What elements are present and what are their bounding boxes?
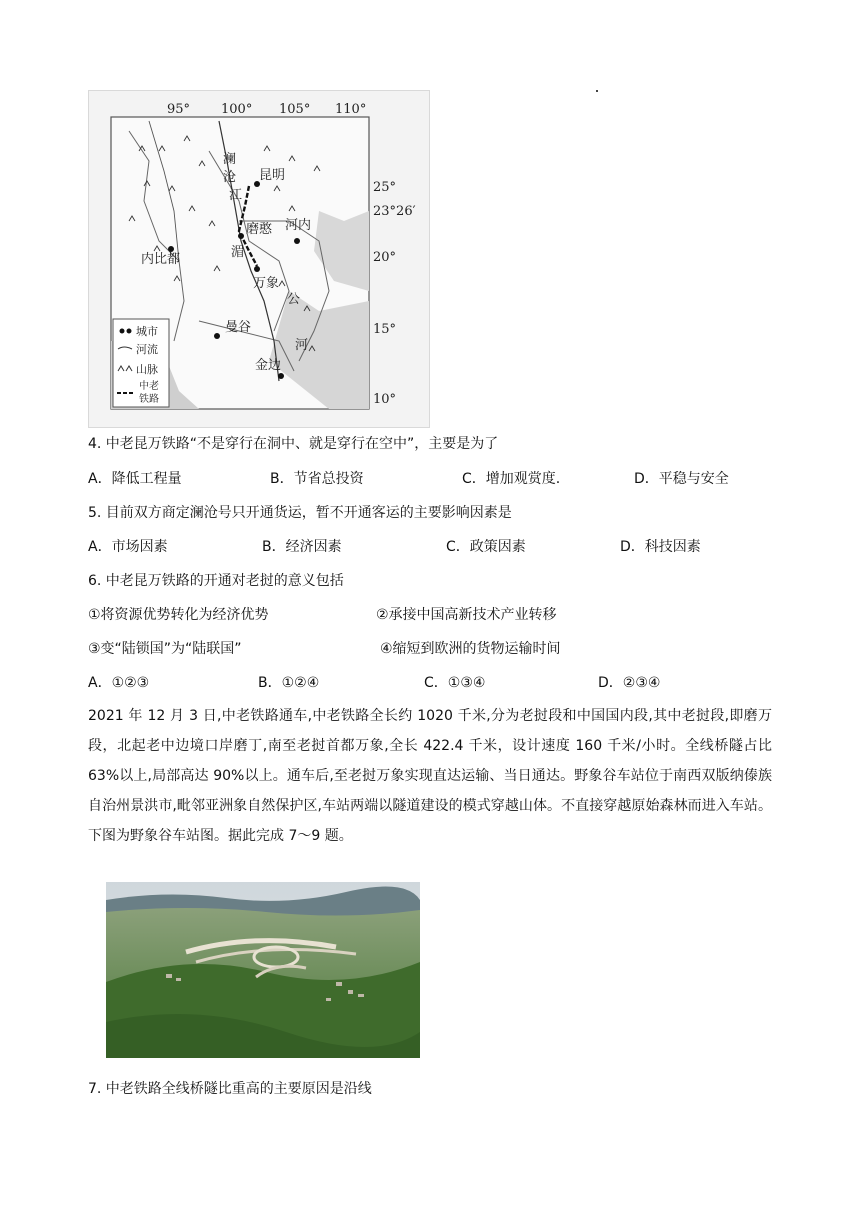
question-6-stem: 6. 中老昆万铁路的开通对老挝的意义包括: [88, 573, 344, 589]
hanoi-dot: [294, 238, 300, 244]
label-mohan: 磨憨: [246, 222, 273, 237]
label-kunming: 昆明: [259, 168, 286, 183]
river-label-cang: 沧: [223, 170, 237, 185]
lon-tick-110: 110°: [335, 102, 367, 117]
bangkok-dot: [214, 333, 220, 339]
q6-option-d: D．②③④: [598, 675, 661, 691]
river-label-mei: 湄: [231, 245, 245, 260]
q6-item-4: ④缩短到欧洲的货物运输时间: [380, 641, 561, 657]
lon-tick-105: 105°: [279, 102, 311, 117]
lon-tick-95: 95°: [167, 102, 191, 117]
q6-option-b: B．①②④: [258, 675, 320, 691]
q4-option-b: B．节省总投资: [270, 471, 364, 487]
label-hanoi: 河内: [285, 218, 312, 233]
southeast-asia-map: [88, 90, 430, 428]
lon-tick-100: 100°: [221, 102, 253, 117]
q5-option-a: A．市场因素: [88, 539, 168, 555]
q6-option-a: A．①②③: [88, 675, 150, 691]
legend-river: 河流: [136, 343, 158, 356]
q4-option-a: A．降低工程量: [88, 471, 182, 487]
river-label-he: 河: [295, 338, 309, 353]
label-naypyidaw: 内比都: [141, 252, 181, 267]
question-7-stem: 7. 中老铁路全线桥隧比重高的主要原因是沿线: [88, 1081, 372, 1097]
q4-option-d: D．平稳与安全: [634, 471, 729, 487]
lat-tick-25: 25°: [373, 180, 397, 195]
vientiane-dot: [254, 266, 260, 272]
mohan-dot: [238, 233, 244, 239]
legend-city: 城市: [136, 325, 158, 338]
legend-mountain: 山脉: [136, 363, 158, 376]
q6-item-3: ③变“陆锁国”为“陆联国”: [88, 641, 242, 657]
legend-railway-1: 中老: [139, 381, 159, 392]
passage-text: 2021 年 12 月 3 日,中老铁路通车,中老铁路全长约 1020 千米,分为老挝段和中国国内段,其中老挝段,即磨万段，北起老中边境口岸磨丁,南至老挝首都万象,全长 422.4 千米，设计速度 160 千米/小时。全线桥隧占比 63%以上,局部高达 90%以上。通车后,至老挝万象实现直达运输、当日通达。野象谷车站位于南西双版纳傣族自治州景洪市,毗邻亚洲象自然保护区,车站两端以隧道建设的模式穿越山体。不直接穿越原始森林而进入车站。下图为野象谷车站图。据此完成 7～9 题。: [88, 708, 772, 844]
q6-option-c: C．①③④: [424, 675, 486, 691]
lat-tick-2326: 23°26′: [373, 204, 416, 219]
yexianggu-station-photo: [106, 882, 420, 1058]
q4-option-c: C．增加观赏度.: [462, 471, 561, 487]
lat-tick-15: 15°: [373, 322, 397, 337]
river-label-jiang: 江: [229, 188, 243, 203]
phnom-penh-dot: [278, 373, 284, 379]
label-bangkok: 曼谷: [225, 320, 252, 335]
river-label-gong: 公: [287, 292, 301, 307]
q6-item-2: ②承接中国高新技术产业转移: [376, 607, 557, 623]
legend-railway-2: 铁路: [139, 394, 159, 405]
label-vientiane: 万象: [253, 276, 280, 291]
lat-tick-10: 10°: [373, 392, 397, 407]
label-phnom-penh: 金边: [255, 358, 282, 373]
q5-option-c: C．政策因素: [446, 539, 526, 555]
q6-item-1: ①将资源优势转化为经济优势: [88, 607, 269, 623]
stray-dot: [596, 90, 598, 92]
q5-option-b: B．经济因素: [262, 539, 342, 555]
question-4-stem: 4. 中老昆万铁路“不是穿行在洞中、就是穿行在空中”，主要是为了: [88, 436, 499, 452]
river-label-lan: 澜: [223, 152, 237, 167]
question-5-stem: 5. 目前双方商定澜沧号只开通货运，暂不开通客运的主要影响因素是: [88, 505, 512, 521]
q5-option-d: D．科技因素: [620, 539, 701, 555]
lat-tick-20: 20°: [373, 250, 397, 265]
